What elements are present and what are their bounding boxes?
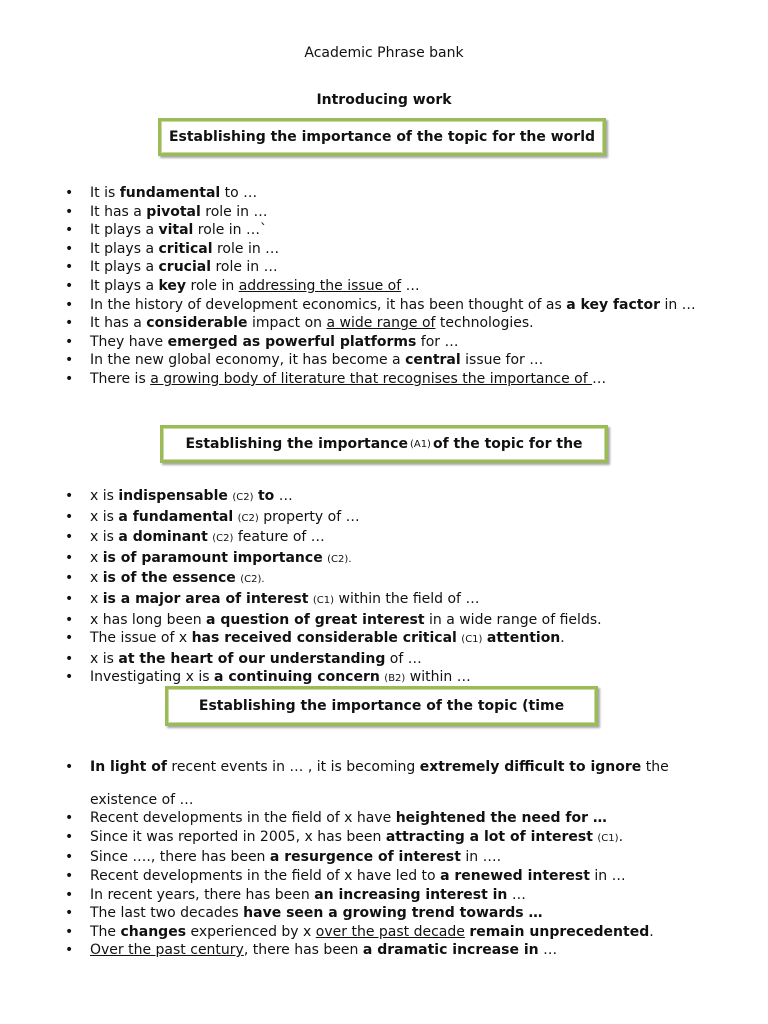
list-item: • x has long been a question of great interest in a wide range of fields. bbox=[62, 611, 602, 630]
list-item: • Since it was reported in 2005, x has been attracting a lot of interest (C1). bbox=[62, 828, 669, 849]
list-item: • x is a dominant (C2) feature of … bbox=[62, 528, 602, 549]
list-item: • x is of paramount importance (C2). bbox=[62, 549, 602, 570]
bullet-list-time bbox=[62, 758, 669, 960]
list-item: • x is a major area of interest (C1) within the field of … bbox=[62, 590, 602, 611]
list-item: • There is a growing body of literature that recognises the importance of … bbox=[62, 370, 696, 389]
list-item: • In light of recent events in … , it is becoming extremely difficult to ignore the existence of … bbox=[62, 758, 669, 809]
list-item: • The last two decades have seen a growing trend towards … bbox=[62, 904, 669, 923]
list-item: • The changes experienced by x over the past decade remain unprecedented. bbox=[62, 923, 669, 942]
list-item: • Investigating x is a continuing concern (B2) within … bbox=[62, 668, 602, 689]
list-item: • The issue of x has received considerable critical (C1) attention. bbox=[62, 629, 602, 650]
level-tag: (A1) bbox=[409, 438, 431, 450]
list-item: • Over the past century, there has been a dramatic increase in … bbox=[62, 941, 669, 960]
list-item: • x is of the essence (C2). bbox=[62, 569, 602, 590]
heading-box-world bbox=[158, 118, 606, 156]
list-item: • It plays a key role in addressing the issue of … bbox=[62, 277, 696, 296]
list-item: • It has a pivotal role in … bbox=[62, 203, 696, 222]
list-item: • It is fundamental to … bbox=[62, 184, 696, 203]
heading-box-world-text: Establishing the importance of the topic for the world bbox=[168, 129, 596, 145]
heading-box-importance-text-a: Establishing the importance bbox=[185, 436, 408, 452]
bullet-list-world bbox=[62, 184, 696, 389]
list-item: • Recent developments in the field of x have led to a renewed interest in … bbox=[62, 867, 669, 886]
heading-box-time-text: Establishing the importance of the topic (time bbox=[198, 698, 565, 714]
heading-box-importance-text-b: of the topic for the bbox=[432, 436, 583, 452]
document-title: Academic Phrase bank bbox=[304, 45, 464, 61]
list-item: • It plays a vital role in …` bbox=[62, 221, 696, 240]
list-item: • Since …., there has been a resurgence of interest in …. bbox=[62, 848, 669, 867]
section-heading: Introducing work bbox=[316, 92, 452, 108]
list-item: • x is a fundamental (C2) property of … bbox=[62, 508, 602, 529]
list-item: • In the history of development economics, it has been thought of as a key factor in … bbox=[62, 296, 696, 315]
list-item: • It plays a crucial role in … bbox=[62, 258, 696, 277]
list-item: • They have emerged as powerful platforms for … bbox=[62, 333, 696, 352]
bullet-list-importance bbox=[62, 487, 602, 689]
list-item: • It has a considerable impact on a wide range of technologies. bbox=[62, 314, 696, 333]
list-item: • Recent developments in the field of x have heightened the need for … bbox=[62, 809, 669, 828]
heading-box-importance bbox=[160, 425, 608, 463]
list-item: • In the new global economy, it has become a central issue for … bbox=[62, 351, 696, 370]
list-item: • x is indispensable (C2) to … bbox=[62, 487, 602, 508]
list-item: • In recent years, there has been an increasing interest in … bbox=[62, 886, 669, 905]
heading-box-time bbox=[165, 686, 598, 726]
list-item: • It plays a critical role in … bbox=[62, 240, 696, 259]
list-item: • x is at the heart of our understanding of … bbox=[62, 650, 602, 669]
